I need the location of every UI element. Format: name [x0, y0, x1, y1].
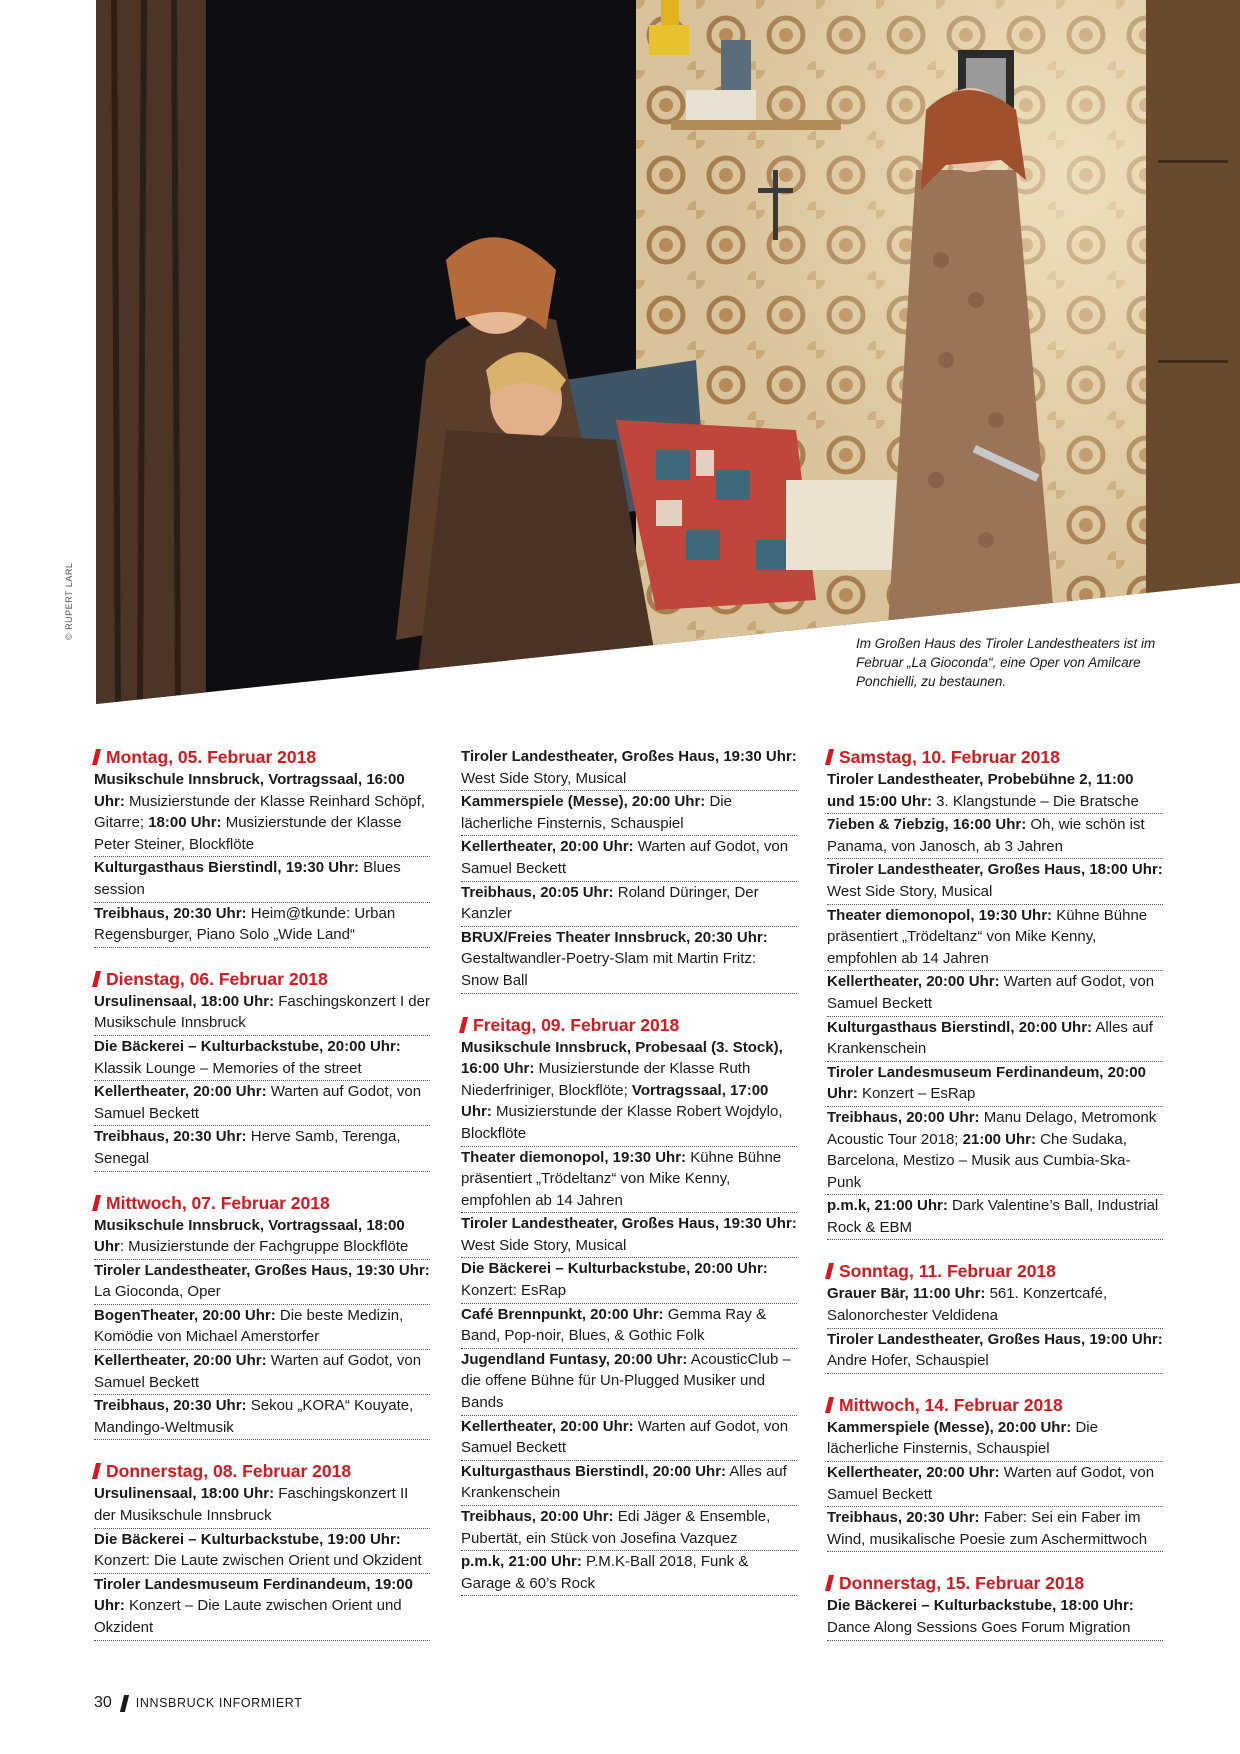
event-venue-time: 19:00 Uhr:	[94, 1575, 413, 1615]
event-venue-time: Tiroler Landestheater, Großes Haus,	[461, 1215, 720, 1233]
event-description: Blues session	[94, 859, 401, 898]
photo-caption: Im Großen Haus des Tiroler Landestheaters ist im Februar „La Gioconda“, eine Oper von Amilcare Ponchielli, zu bestaunen.	[856, 636, 1156, 689]
red-slash-mark	[92, 1195, 101, 1211]
event-description: Faschingskonzert II der Musikschule Innsbruck	[94, 1485, 409, 1525]
event-description: Konzert – EsRap	[857, 1085, 976, 1103]
event-description: Warten auf Godot, von Samuel Beckett	[461, 838, 789, 877]
event-venue-time: Tiroler Landestheater, Probebühne 2,	[827, 771, 1092, 788]
event-entry	[94, 1529, 430, 1574]
event-description: West Side Story, Musical	[461, 769, 627, 787]
event-venue-time: Treibhaus, 20:30 Uhr:	[94, 1128, 247, 1146]
event-description: Die lächerliche Finsternis, Schauspiel	[461, 793, 732, 832]
event-entry	[827, 971, 1163, 1016]
day-heading-text: Donnerstag, 15. Februar 2018	[839, 1573, 1085, 1594]
event-entry	[94, 1260, 430, 1305]
red-slash-mark	[459, 1017, 468, 1033]
event-entry	[827, 1507, 1163, 1552]
event-entry	[827, 1283, 1163, 1328]
event-entry	[461, 1349, 797, 1416]
event-entry	[461, 1258, 797, 1303]
event-entry	[94, 1126, 430, 1171]
event-venue-time: 19:30 Uhr:	[723, 1215, 797, 1233]
event-venue-time: Kammerspiele (Messe), 20:00 Uhr:	[461, 793, 706, 811]
event-description: Herve Samb, Terenga, Senegal	[94, 1128, 401, 1167]
event-entry	[827, 1195, 1163, 1240]
event-description: Musizierstunde der Klasse Peter Steiner, Blockflöte	[94, 814, 402, 853]
day-block	[827, 1260, 1163, 1373]
day-heading-text: Dienstag, 06. Februar 2018	[106, 968, 328, 989]
event-column-3	[827, 746, 1163, 1661]
event-venue-time: 21:00 Uhr:	[962, 1130, 1036, 1148]
day-block	[94, 746, 430, 948]
event-venue-time: Tiroler Landesmuseum Ferdinandeum,	[827, 1063, 1104, 1081]
event-entry	[461, 1461, 797, 1506]
event-venue-time: Grauer Bär, 11:00 Uhr:	[827, 1285, 986, 1303]
event-venue-time: Treibhaus, 20:00 Uhr:	[827, 1108, 980, 1126]
event-description: Warten auf Godot, von Samuel Beckett	[94, 1083, 422, 1122]
event-entry	[94, 1483, 430, 1528]
event-description: Alles auf Krankenschein	[827, 1018, 1153, 1058]
event-description: Edi Jäger & Ensemble, Pubertät, ein Stück von Josefina Vazquez	[461, 1508, 771, 1547]
event-description: Gemma Ray & Band, Pop-noir, Blues, & Gothic Folk	[461, 1305, 767, 1345]
event-entry	[461, 746, 797, 791]
day-heading	[94, 746, 430, 768]
event-venue-time: Treibhaus, 20:30 Uhr:	[94, 1397, 247, 1415]
day-block	[461, 746, 797, 994]
event-venue-time: 7ieben & 7iebzig, 16:00 Uhr:	[827, 816, 1027, 834]
event-venue-time: Vortragssaal, 17:00 Uhr:	[461, 1081, 769, 1121]
event-venue-time: Tiroler Landestheater, Großes Haus,	[827, 1330, 1086, 1348]
red-slash-mark	[825, 1575, 834, 1591]
event-entry	[94, 1350, 430, 1395]
event-description: Warten auf Godot, von Samuel Beckett	[461, 1417, 789, 1457]
event-venue-time: Ursulinensaal, 18:00 Uhr:	[94, 1485, 275, 1503]
day-heading	[827, 1394, 1163, 1416]
event-description: Konzert: Die Laute zwischen Orient und Okzident	[94, 1552, 422, 1570]
event-description: Che Sudaka, Barcelona, Mestizo – Musik aus Cumbia-Ska-Punk	[827, 1130, 1131, 1191]
day-block	[94, 1192, 430, 1441]
event-entry	[827, 1107, 1163, 1195]
event-description: Warten auf Godot, von Samuel Beckett	[827, 1464, 1155, 1503]
page-footer	[94, 1694, 302, 1712]
event-venue-time: Kellertheater, 20:00 Uhr:	[827, 973, 1000, 991]
day-block	[94, 1460, 430, 1640]
event-venue-time: 16:00 Uhr:	[94, 771, 405, 810]
day-heading	[94, 968, 430, 990]
publication-name: INNSBRUCK INFORMIERT	[135, 1696, 303, 1710]
day-heading	[827, 1572, 1163, 1594]
event-description: Sekou „KORA“ Kouyate, Mandingo-Weltmusik	[94, 1397, 414, 1436]
event-venue-time: Ursulinensaal, 18:00 Uhr:	[94, 992, 275, 1010]
day-heading-text: Mittwoch, 14. Februar 2018	[839, 1394, 1063, 1415]
event-description: Manu Delago, Metromonk Acoustic Tour 2018;	[827, 1108, 1157, 1148]
event-entry	[461, 1213, 797, 1258]
event-venue-time: Die Bäckerei – Kulturbackstube, 20:00 Uhr:	[94, 1037, 401, 1055]
red-slash-mark	[92, 1463, 101, 1479]
event-description: Musizierstunde der Klasse Reinhard Schöpf, Gitarre;	[94, 792, 425, 832]
event-entry	[827, 1462, 1163, 1507]
red-slash-mark	[92, 971, 101, 987]
event-entry	[94, 903, 430, 948]
day-block	[827, 1394, 1163, 1553]
event-venue-time: Kellertheater, 20:00 Uhr:	[461, 838, 634, 856]
day-heading-text: Sonntag, 11. Februar 2018	[839, 1261, 1056, 1282]
event-description: Warten auf Godot, von Samuel Beckett	[827, 973, 1155, 1012]
event-venue-time: 18:00 Uhr	[94, 1216, 405, 1256]
event-venue-time: Musikschule Innsbruck, Vortragssaal,	[94, 771, 363, 788]
event-column-2	[461, 746, 797, 1616]
event-description: Konzert: EsRap	[461, 1282, 567, 1300]
red-slash-mark	[825, 1263, 834, 1279]
event-entry	[461, 1551, 797, 1596]
event-venue-time: Treibhaus, 20:30 Uhr:	[827, 1509, 980, 1527]
day-heading	[94, 1460, 430, 1482]
event-venue-time: 16:00 Uhr:	[461, 1060, 535, 1078]
event-entry	[94, 991, 430, 1036]
event-venue-time: Café Brennpunkt, 20:00 Uhr:	[461, 1305, 664, 1323]
day-heading	[827, 746, 1163, 768]
event-venue-time: 18:00 Uhr:	[1089, 861, 1163, 879]
event-description: Gestaltwandler-Poetry-Slam mit Martin Fritz: Snow Ball	[461, 950, 757, 989]
event-entry	[461, 1506, 797, 1551]
event-entry	[461, 927, 797, 994]
event-venue-time: Kulturgasthaus Bierstindl, 19:30 Uhr:	[94, 859, 360, 877]
event-description: Warten auf Godot, von Samuel Beckett	[94, 1352, 422, 1391]
event-entry	[827, 905, 1163, 972]
event-entry	[827, 1062, 1163, 1107]
event-description: AcousticClub – die offene Bühne für Un-Plugged Musiker und Bands	[461, 1350, 791, 1412]
day-heading	[827, 1260, 1163, 1282]
day-block	[827, 746, 1163, 1240]
day-heading-text: Mittwoch, 07. Februar 2018	[106, 1192, 330, 1213]
event-description: Faschingskonzert I der Musikschule Innsbruck	[94, 992, 430, 1032]
event-description: La Gioconda, Oper	[94, 1283, 221, 1301]
photo-credit: © RUPERT LARL	[64, 562, 74, 640]
event-entry	[94, 769, 430, 857]
day-heading-text: Samstag, 10. Februar 2018	[839, 747, 1060, 767]
event-venue-time: Kammerspiele (Messe), 20:00 Uhr:	[827, 1418, 1072, 1436]
event-venue-time: Kellertheater, 20:00 Uhr:	[94, 1083, 267, 1101]
event-entry	[827, 769, 1163, 814]
event-entry	[94, 1395, 430, 1440]
event-venue-time: Tiroler Landestheater, Großes Haus,	[827, 861, 1086, 879]
event-venue-time: 19:30 Uhr:	[723, 748, 797, 765]
event-venue-time: Jugendland Funtasy, 20:00 Uhr:	[461, 1350, 688, 1368]
event-venue-time: Treibhaus, 20:05 Uhr:	[461, 883, 614, 901]
day-block	[94, 968, 430, 1172]
event-venue-time: Musikschule Innsbruck, Vortragssaal,	[94, 1216, 363, 1234]
page-number: 30	[94, 1694, 112, 1711]
event-venue-time: p.m.k, 21:00 Uhr:	[461, 1553, 582, 1571]
event-description: Die lächerliche Finsternis, Schauspiel	[827, 1418, 1098, 1458]
event-entry	[94, 1215, 430, 1260]
event-venue-time: Kulturgasthaus Bierstindl, 20:00 Uhr:	[461, 1462, 727, 1480]
event-venue-time: BRUX/Freies Theater Innsbruck, 20:30 Uhr:	[461, 928, 768, 946]
event-description: Dark Valentine’s Ball, Industrial Rock & EBM	[827, 1197, 1159, 1236]
event-venue-time: BogenTheater, 20:00 Uhr:	[94, 1306, 276, 1324]
event-entry	[827, 1417, 1163, 1462]
event-entry	[461, 836, 797, 881]
event-description: Musizierstunde der Klasse Ruth Niederfriniger, Blockflöte;	[461, 1060, 751, 1099]
event-entry	[94, 1036, 430, 1081]
event-entry	[94, 1081, 430, 1126]
event-description: Kühne Bühne präsentiert „Trödeltanz“ von Mike Kenny, empfohlen ab 14 Jahren	[827, 906, 1148, 967]
event-venue-time: Treibhaus, 20:00 Uhr:	[461, 1508, 614, 1525]
event-venue-time: 19:00 Uhr:	[1089, 1330, 1163, 1348]
red-slash-mark	[825, 749, 834, 765]
event-entry	[94, 1574, 430, 1641]
stage-photo	[96, 0, 1240, 704]
event-venue-time: Kellertheater, 20:00 Uhr:	[94, 1352, 267, 1370]
event-venue-time: Die Bäckerei – Kulturbackstube, 19:00 Uhr:	[94, 1530, 401, 1548]
event-description: Die beste Medizin, Komödie von Michael Amerstorfer	[94, 1306, 404, 1346]
event-venue-time: Musikschule Innsbruck, Probesaal (3. Stock),	[461, 1038, 783, 1056]
event-venue-time: Die Bäckerei – Kulturbackstube, 18:00 Uhr:	[827, 1597, 1134, 1615]
red-slash-mark	[92, 749, 101, 765]
event-description: Faber: Sei ein Faber im Wind, musikalische Poesie zum Aschermittwoch	[827, 1509, 1148, 1548]
event-entry	[461, 1037, 797, 1147]
event-venue-time: p.m.k, 21:00 Uhr:	[827, 1197, 948, 1215]
day-heading-text: Montag, 05. Februar 2018	[106, 747, 317, 767]
event-venue-time: Kulturgasthaus Bierstindl, 20:00 Uhr:	[827, 1018, 1093, 1036]
event-venue-time: Theater diemonopol, 19:30 Uhr:	[461, 1148, 687, 1166]
red-slash-mark	[825, 1397, 834, 1413]
event-description: : Musizierstunde der Fachgruppe Blockflöte	[119, 1238, 409, 1256]
event-description: Andre Hofer, Schauspiel	[827, 1352, 989, 1370]
event-venue-time: 11:00 und 15:00 Uhr:	[827, 771, 1134, 810]
event-venue-time: Kellertheater, 20:00 Uhr:	[461, 1417, 634, 1435]
event-venue-time: Kellertheater, 20:00 Uhr:	[827, 1464, 1000, 1482]
day-block	[461, 1014, 797, 1597]
event-entry	[827, 1017, 1163, 1062]
event-venue-time: Die Bäckerei – Kulturbackstube, 20:00 Uhr:	[461, 1260, 768, 1278]
event-description: 3. Klangstunde – Die Bratsche	[932, 792, 1139, 810]
event-description: Oh, wie schön ist Panama, von Janosch, ab 3 Jahren	[827, 816, 1145, 855]
event-venue-time: Theater diemonopol, 19:30 Uhr:	[827, 906, 1053, 924]
event-venue-time: Tiroler Landestheater, Großes Haus,	[94, 1261, 353, 1279]
event-entry	[461, 1416, 797, 1461]
event-venue-time: 19:30 Uhr:	[356, 1261, 430, 1279]
footer-slash-mark	[120, 1695, 129, 1712]
day-heading	[94, 1192, 430, 1214]
event-description: West Side Story, Musical	[461, 1236, 627, 1254]
event-column-1	[94, 746, 430, 1661]
day-heading-text: Donnerstag, 08. Februar 2018	[106, 1461, 352, 1482]
event-description: Musizierstunde der Klasse Robert Wojdylo, Blockflöte	[461, 1103, 783, 1142]
event-description: Konzert – Die Laute zwischen Orient und Okzident	[94, 1597, 402, 1636]
event-entry	[827, 1595, 1163, 1640]
event-entry	[461, 1304, 797, 1349]
event-entry	[94, 1305, 430, 1350]
event-entry	[461, 882, 797, 927]
event-entry	[827, 814, 1163, 859]
event-venue-time: Tiroler Landestheater, Großes Haus,	[461, 748, 720, 765]
event-entry	[827, 859, 1163, 904]
event-description: P.M.K-Ball 2018, Funk & Garage & 60’s Rock	[461, 1553, 749, 1592]
event-description: Klassik Lounge – Memories of the street	[94, 1059, 362, 1077]
event-venue-time: Tiroler Landesmuseum Ferdinandeum,	[94, 1575, 371, 1593]
event-venue-time: 18:00 Uhr:	[148, 814, 222, 832]
event-description: Alles auf Krankenschein	[461, 1462, 787, 1502]
day-heading	[461, 1014, 797, 1036]
event-description: Kühne Bühne präsentiert „Trödeltanz“ von Mike Kenny, empfohlen ab 14 Jahren	[461, 1148, 782, 1209]
event-venue-time: 20:00 Uhr:	[827, 1063, 1146, 1103]
event-entry	[94, 857, 430, 902]
event-description: Dance Along Sessions Goes Forum Migration	[827, 1619, 1131, 1636]
day-heading-text: Freitag, 09. Februar 2018	[473, 1014, 680, 1035]
event-entry	[461, 1147, 797, 1214]
event-description: West Side Story, Musical	[827, 882, 993, 900]
event-venue-time: Treibhaus, 20:30 Uhr:	[94, 904, 247, 922]
event-entry	[827, 1329, 1163, 1374]
event-description: 561. Konzertcafé, Salonorchester Veldidena	[827, 1285, 1108, 1325]
day-block	[827, 1572, 1163, 1640]
event-description: Heim@tkunde: Urban Regensburger, Piano Solo „Wide Land“	[94, 904, 396, 944]
event-entry	[461, 791, 797, 836]
event-description: Roland Düringer, Der Kanzler	[461, 883, 759, 923]
